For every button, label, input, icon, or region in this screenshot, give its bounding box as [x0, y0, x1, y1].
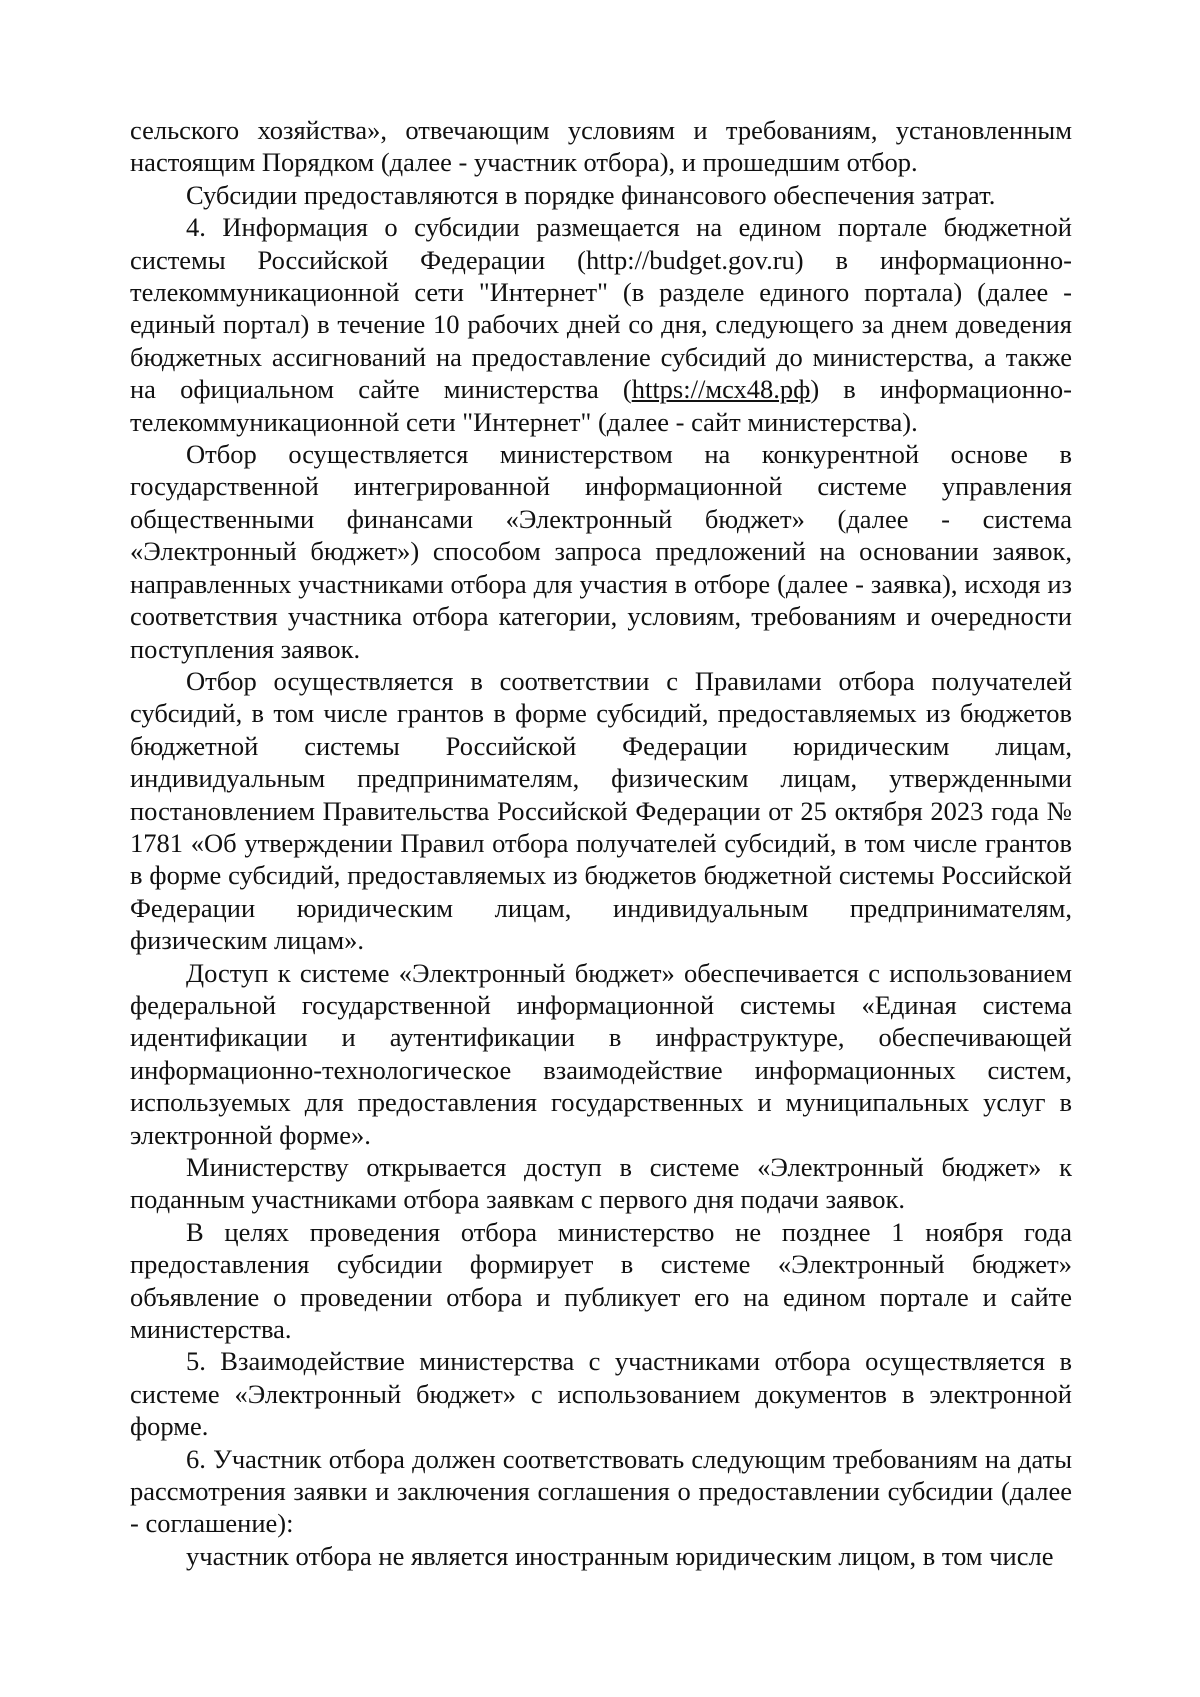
paragraph-system-access: Доступ к системе «Электронный бюджет» обеспечивается с использованием федеральной государственной информационной системы «Единая система идентификации и аутентификации в инфраструктуре, обеспечивающей информационно-технологическое взаимодействие информационных систем, используемых для предоставления государственных и муниципальных услуг в электронной форме». — [130, 957, 1072, 1150]
paragraph-4-text-start: 4. Информация о субсидии размещается на едином портале бюджетной системы Российской Федерации (http://budget.gov.ru) в информационно-телекоммуникационной сети "Интернет" (в разделе единого портала) (далее - единый портал) в течение 10 рабочих дней со дня, следующего за днем доведения бюджетных ассигнований на предоставление субсидий до министерства, а также на официальном сайте министерства ( — [130, 212, 1072, 405]
ministry-site-link[interactable]: https://мсх48.рф — [631, 374, 811, 405]
document-body — [130, 114, 1072, 1572]
paragraph-6-requirements: 6. Участник отбора должен соответствовать следующим требованиям на даты рассмотрения заявки и заключения соглашения о предоставлении субсидии (далее - соглашение): — [130, 1443, 1072, 1539]
paragraph-requirement-foreign-entity: участник отбора не является иностранным юридическим лицом, в том числе — [186, 1540, 1054, 1571]
paragraph-4-information — [130, 211, 1072, 438]
paragraph-ministry-access: Министерству открывается доступ в системе «Электронный бюджет» к поданным участниками отбора заявкам с первого дня подачи заявок. — [130, 1152, 1072, 1215]
paragraph-announcement: В целях проведения отбора министерство не позднее 1 ноября года предоставления субсидии формирует в системе «Электронный бюджет» объявление о проведении отбора и публикует его на едином портале и сайте министерства. — [130, 1216, 1072, 1345]
paragraph-continuation: сельского хозяйства», отвечающим условиям и требованиям, установленным настоящим Порядком (далее - участник отбора), и прошедшим отбор. — [130, 115, 1072, 178]
paragraph-selection-rules: Отбор осуществляется в соответствии с Правилами отбора получателей субсидий, в том числе грантов в форме субсидий, предоставляемых из бюджетов бюджетной системы Российской Федерации юридическим лицам, индивидуальным предпринимателям, физическим лицам, утвержденными постановлением Правительства Российской Федерации от 25 октября 2023 года № 1781 «Об утверждении Правил отбора получателей субсидий, в том числе грантов в форме субсидий, предоставляемых из бюджетов бюджетной системы Российской Федерации юридическим лицам, индивидуальным предпринимателям, физическим лицам». — [130, 665, 1072, 956]
paragraph-selection-method: Отбор осуществляется министерством на конкурентной основе в государственной интегрированной информационной системе управления общественными финансами «Электронный бюджет» (далее - система «Электронный бюджет») способом запроса предложений на основании заявок, направленных участниками отбора для участия в отборе (далее - заявка), исходя из соответствия участника отбора категории, условиям, требованиям и очередности поступления заявок. — [130, 439, 1072, 664]
paragraph-4-text-end: ) в информационно-телекоммуникационной сети "Интернет" (далее - сайт министерства). — [130, 374, 1073, 437]
paragraph-5-interaction: 5. Взаимодействие министерства с участниками отбора осуществляется в системе «Электронный бюджет» с использованием документов в электронной форме. — [130, 1346, 1072, 1442]
paragraph-subsidy-financing: Субсидии предоставляются в порядке финансового обеспечения затрат. — [186, 179, 996, 210]
